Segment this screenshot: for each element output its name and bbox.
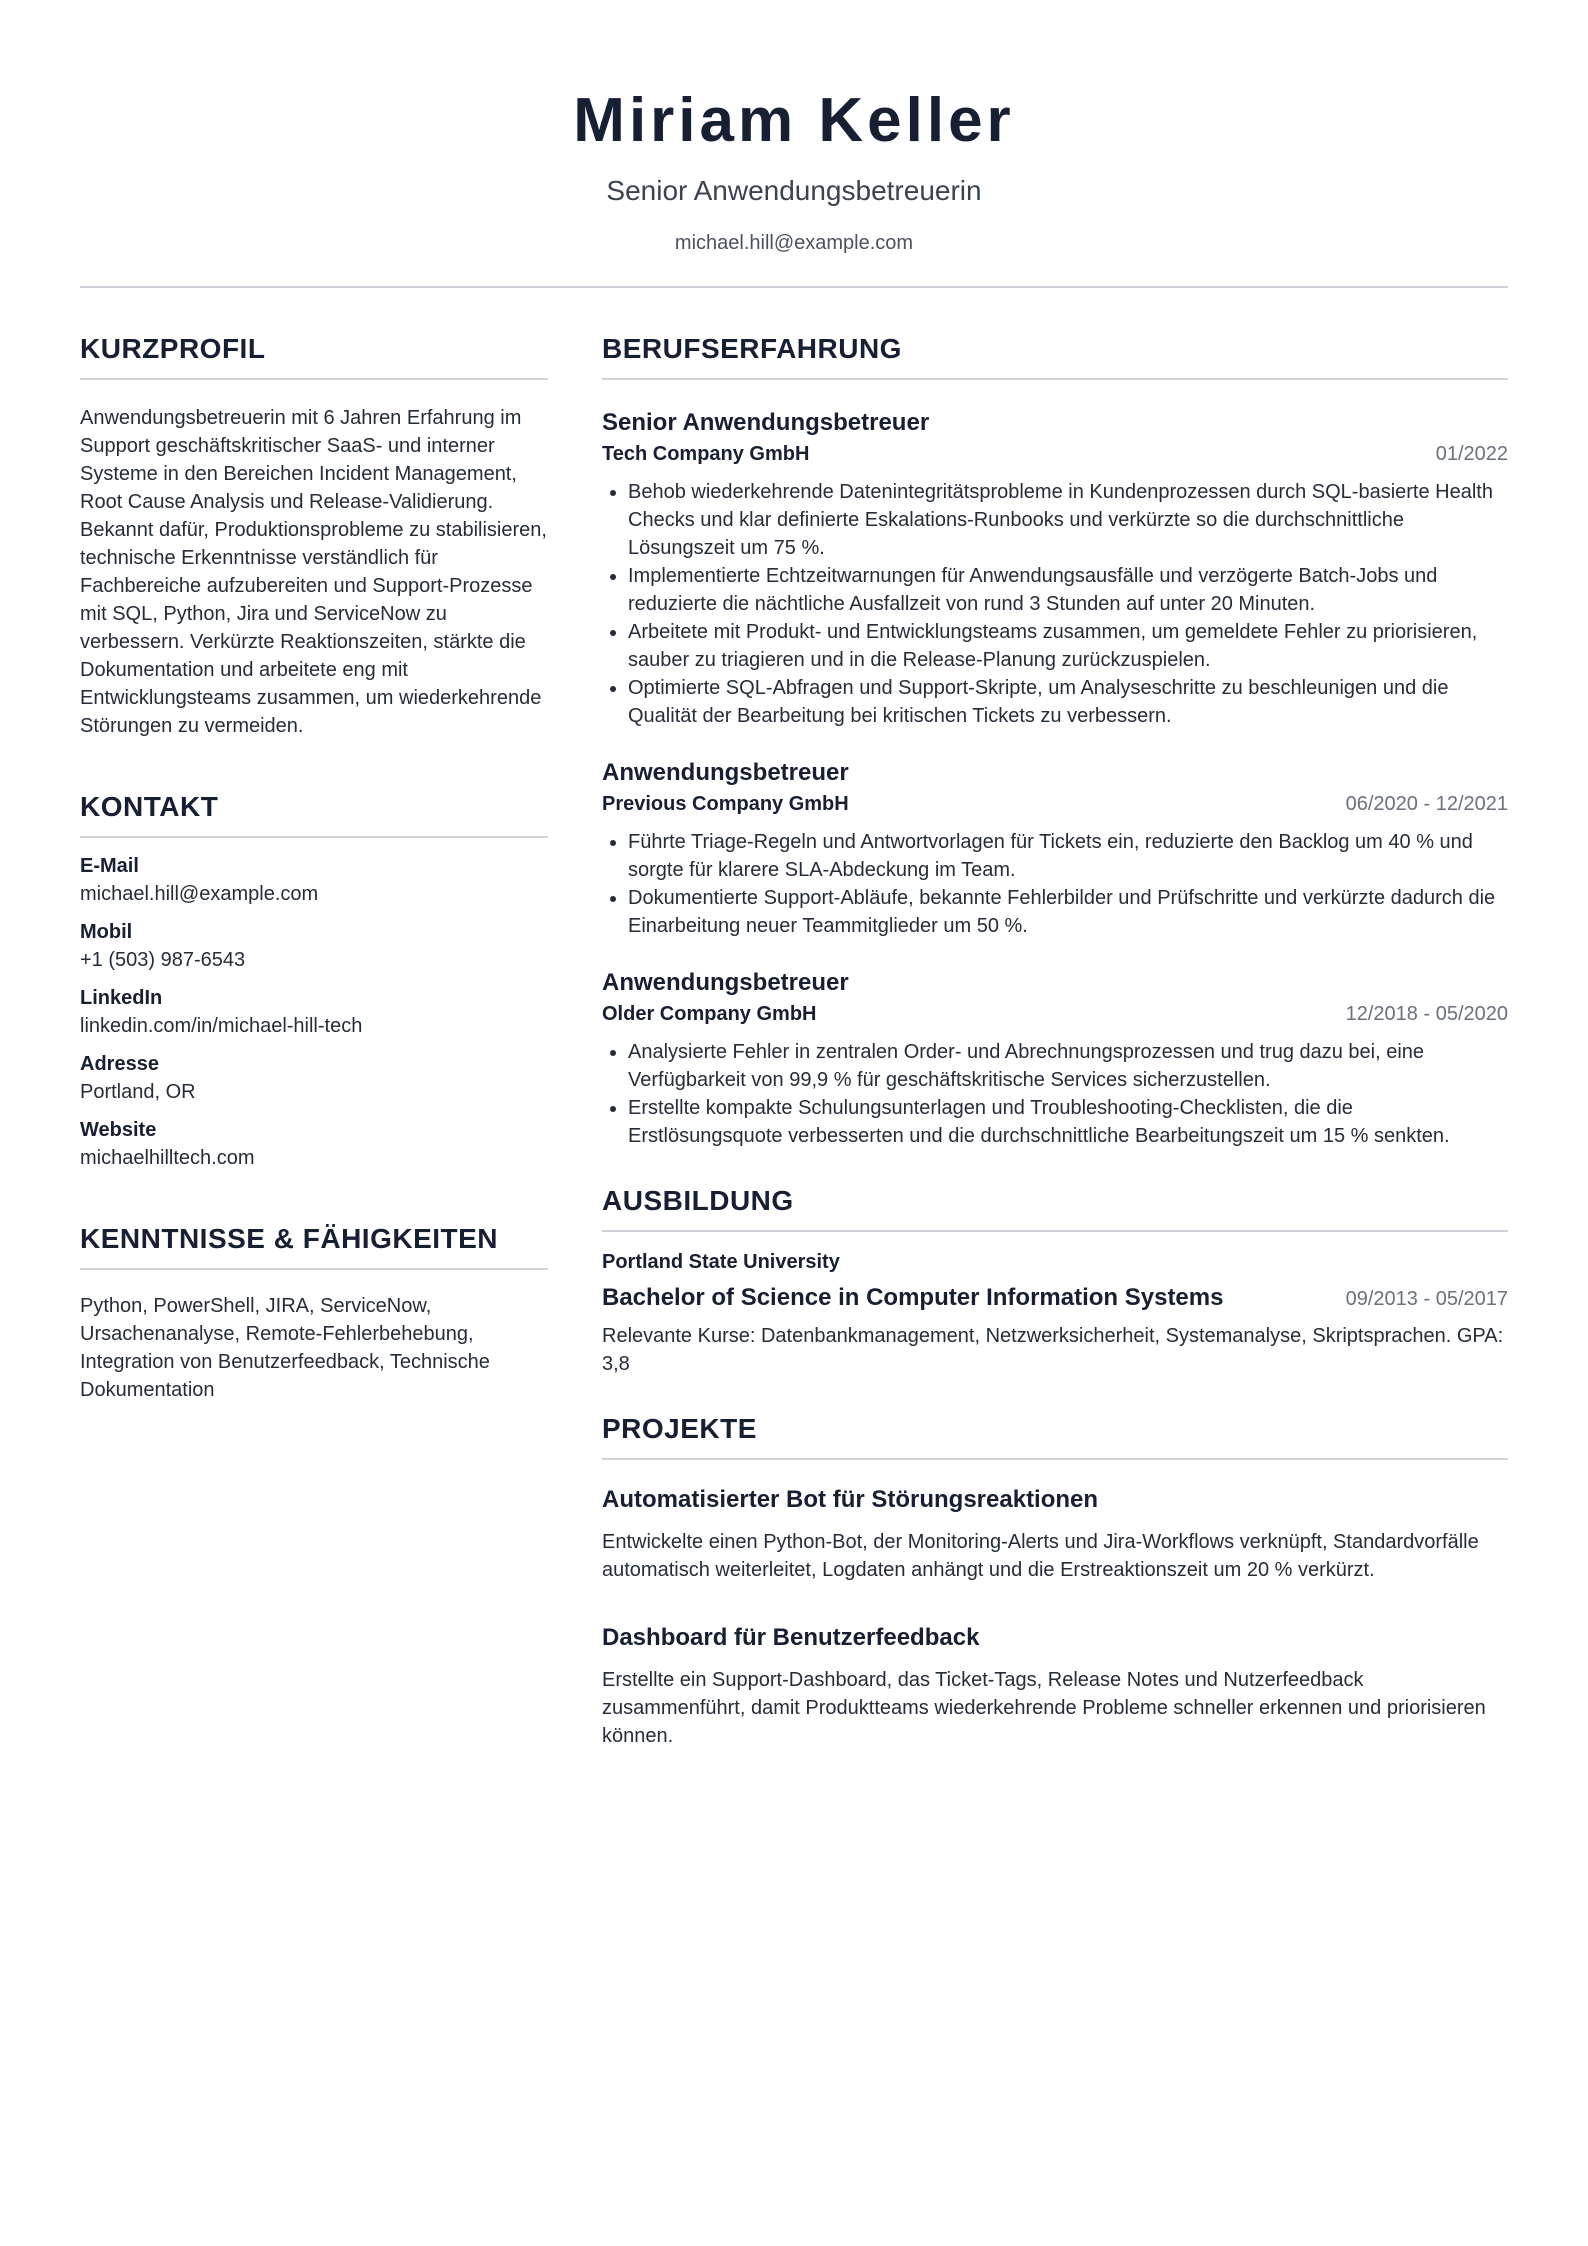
education-row [602,1282,1508,1314]
job-entry [602,758,1508,940]
contact-list [80,852,548,1172]
job-title: Senior Anwendungsbetreuer [602,409,930,436]
job-bullets [602,828,1508,940]
job-bullet: • Analysierte Fehler in zentralen Order- und Abrechnungsprozessen und trug dazu bei, eine Verfügbarkeit von 99,9 % für geschäftskritische Services sicherzustellen. [628,1038,1508,1094]
resume-columns [80,332,1508,1784]
job-title: Anwendungsbetreuer [602,759,849,786]
job-bullets [602,1038,1508,1150]
job-bullet: • Arbeitete mit Produkt- und Entwicklungsteams zusammen, um gemeldete Fehler zu priorisieren, sauber zu triagieren und in die Release-Planung zurückzuspielen. [628,618,1508,674]
job-title: Anwendungsbetreuer [602,969,849,996]
education-title: AUSBILDUNG [602,1184,1508,1232]
job-company: Tech Company GmbH [602,443,810,465]
profile-section [80,332,548,740]
skills-text: Python, PowerShell, JIRA, ServiceNow, Ursachenanalyse, Remote-Fehlerbehebung, Integration von Benutzerfeedback, Technische Dokumentation [80,1295,490,1401]
job-bullet: • Implementierte Echtzeitwarnungen für Anwendungsausfälle und verzögerte Batch-Jobs und reduzierte die nächtliche Ausfallzeit von rund 3 Stunden auf unter 20 Minuten. [628,562,1508,618]
job-company: Older Company GmbH [602,1003,817,1025]
contact-label: Adresse [80,1053,159,1075]
project-description: Entwickelte einen Python-Bot, der Monitoring-Alerts und Jira-Workflows verknüpft, Standardvorfälle automatisch weiterleitet, Logdaten anhängt und die Erstreaktionszeit um 20 % verkürzt. [602,1531,1479,1581]
contact-item-address [80,1050,548,1106]
experience-section [602,332,1508,1150]
header-divider [80,286,1508,288]
job-bullet: • Dokumentierte Support-Abläufe, bekannte Fehlerbilder und Prüfschritte und verkürzte dadurch die Einarbeitung neuer Teammitglieder um 50 %. [628,884,1508,940]
contact-mobile-value[interactable]: +1 (503) 987-6543 [80,949,246,971]
candidate-name: Miriam Keller [573,86,1015,155]
contact-label: LinkedIn [80,987,163,1009]
education-description: Relevante Kurse: Datenbankmanagement, Netzwerksicherheit, Systemanalyse, Skriptsprachen. GPA: 3,8 [602,1325,1504,1375]
project-title: Dashboard für Benutzerfeedback [602,1624,980,1651]
contact-label: Website [80,1119,157,1141]
job-meta [602,1000,1508,1028]
contact-label: Mobil [80,921,133,943]
project-title: Automatisierter Bot für Störungsreaktionen [602,1486,1099,1513]
project-description: Erstellte ein Support-Dashboard, das Ticket-Tags, Release Notes und Nutzerfeedback zusammenführt, damit Produktteams wiederkehrende Probleme schneller erkennen und priorisieren können. [602,1669,1486,1747]
experience-title: BERUFSERFAHRUNG [602,332,1508,380]
education-school: Portland State University [602,1251,840,1273]
contact-website-value[interactable]: michaelhilltech.com [80,1147,255,1169]
profile-title: KURZPROFIL [80,332,548,380]
job-bullet: • Führte Triage-Regeln und Antwortvorlagen für Tickets ein, reduzierte den Backlog um 40 % und sorgte für klarere SLA-Abdeckung im Team. [628,828,1508,884]
job-bullet: • Erstellte kompakte Schulungsunterlagen und Troubleshooting-Checklisten, die die Erstlösungsquote verbesserten und die durchschnittliche Bearbeitungszeit um 15 % senkten. [628,1094,1508,1150]
skills-title: KENNTNISSE & FÄHIGKEITEN [80,1222,548,1270]
contact-email-value[interactable]: michael.hill@example.com [80,883,319,905]
job-meta [602,790,1508,818]
job-date: 06/2020 - 12/2021 [1345,793,1508,815]
profile-text: Anwendungsbetreuerin mit 6 Jahren Erfahrung im Support geschäftskritischer SaaS- und interner Systeme in den Bereichen Incident Management, Root Cause Analysis und Release-Validierung. Bekannt dafür, Produktionsprobleme zu stabilisieren, technische Erkenntnisse verständlich für Fachbereiche aufzubereiten und Support-Prozesse mit SQL, Python, Jira und ServiceNow zu verbessern. Verkürzte Reaktionszeiten, stärkte die Dokumentation und arbeitete eng mit Entwicklungsteams zusammen, um wiederkehrende Störungen zu vermeiden. [80,407,547,737]
education-entry [602,1248,1508,1378]
header-email: michael.hill@example.com [674,232,914,254]
contact-item-mobile [80,918,548,974]
contact-title: KONTAKT [80,790,548,838]
project-entry [602,1622,1508,1750]
job-entry [602,408,1508,730]
contact-item-website [80,1116,548,1172]
education-section [602,1184,1508,1378]
projects-title: PROJEKTE [602,1412,1508,1460]
job-bullets [602,478,1508,730]
right-column [602,332,1508,1784]
job-company: Previous Company GmbH [602,793,849,815]
job-meta [602,440,1508,468]
job-entry [602,968,1508,1150]
education-degree: Bachelor of Science in Computer Information Systems [602,1284,1224,1311]
job-date: 01/2022 [1435,443,1508,465]
contact-label: E-Mail [80,855,139,877]
projects-section [602,1412,1508,1750]
job-bullet: • Behob wiederkehrende Datenintegritätsprobleme in Kundenprozessen durch SQL-basierte Health Checks und klar definierte Eskalations-Runbooks und verkürzte so die durchschnittliche Lösungszeit um 75 %. [628,478,1508,562]
resume-header [80,0,1508,288]
contact-item-email [80,852,548,908]
job-date: 12/2018 - 05/2020 [1345,1003,1508,1025]
candidate-role: Senior Anwendungsbetreuerin [606,175,982,206]
left-column [80,332,548,1784]
project-entry [602,1484,1508,1584]
education-date: 09/2013 - 05/2017 [1345,1288,1508,1310]
contact-address-value: Portland, OR [80,1081,196,1103]
job-bullet: • Optimierte SQL-Abfragen und Support-Skripte, um Analyseschritte zu beschleunigen und die Qualität der Bearbeitung bei kritischen Tickets zu verbessern. [628,674,1508,730]
contact-linkedin-value[interactable]: linkedin.com/in/michael-hill-tech [80,1015,363,1037]
contact-section [80,790,548,1172]
contact-item-linkedin [80,984,548,1040]
skills-section [80,1222,548,1404]
